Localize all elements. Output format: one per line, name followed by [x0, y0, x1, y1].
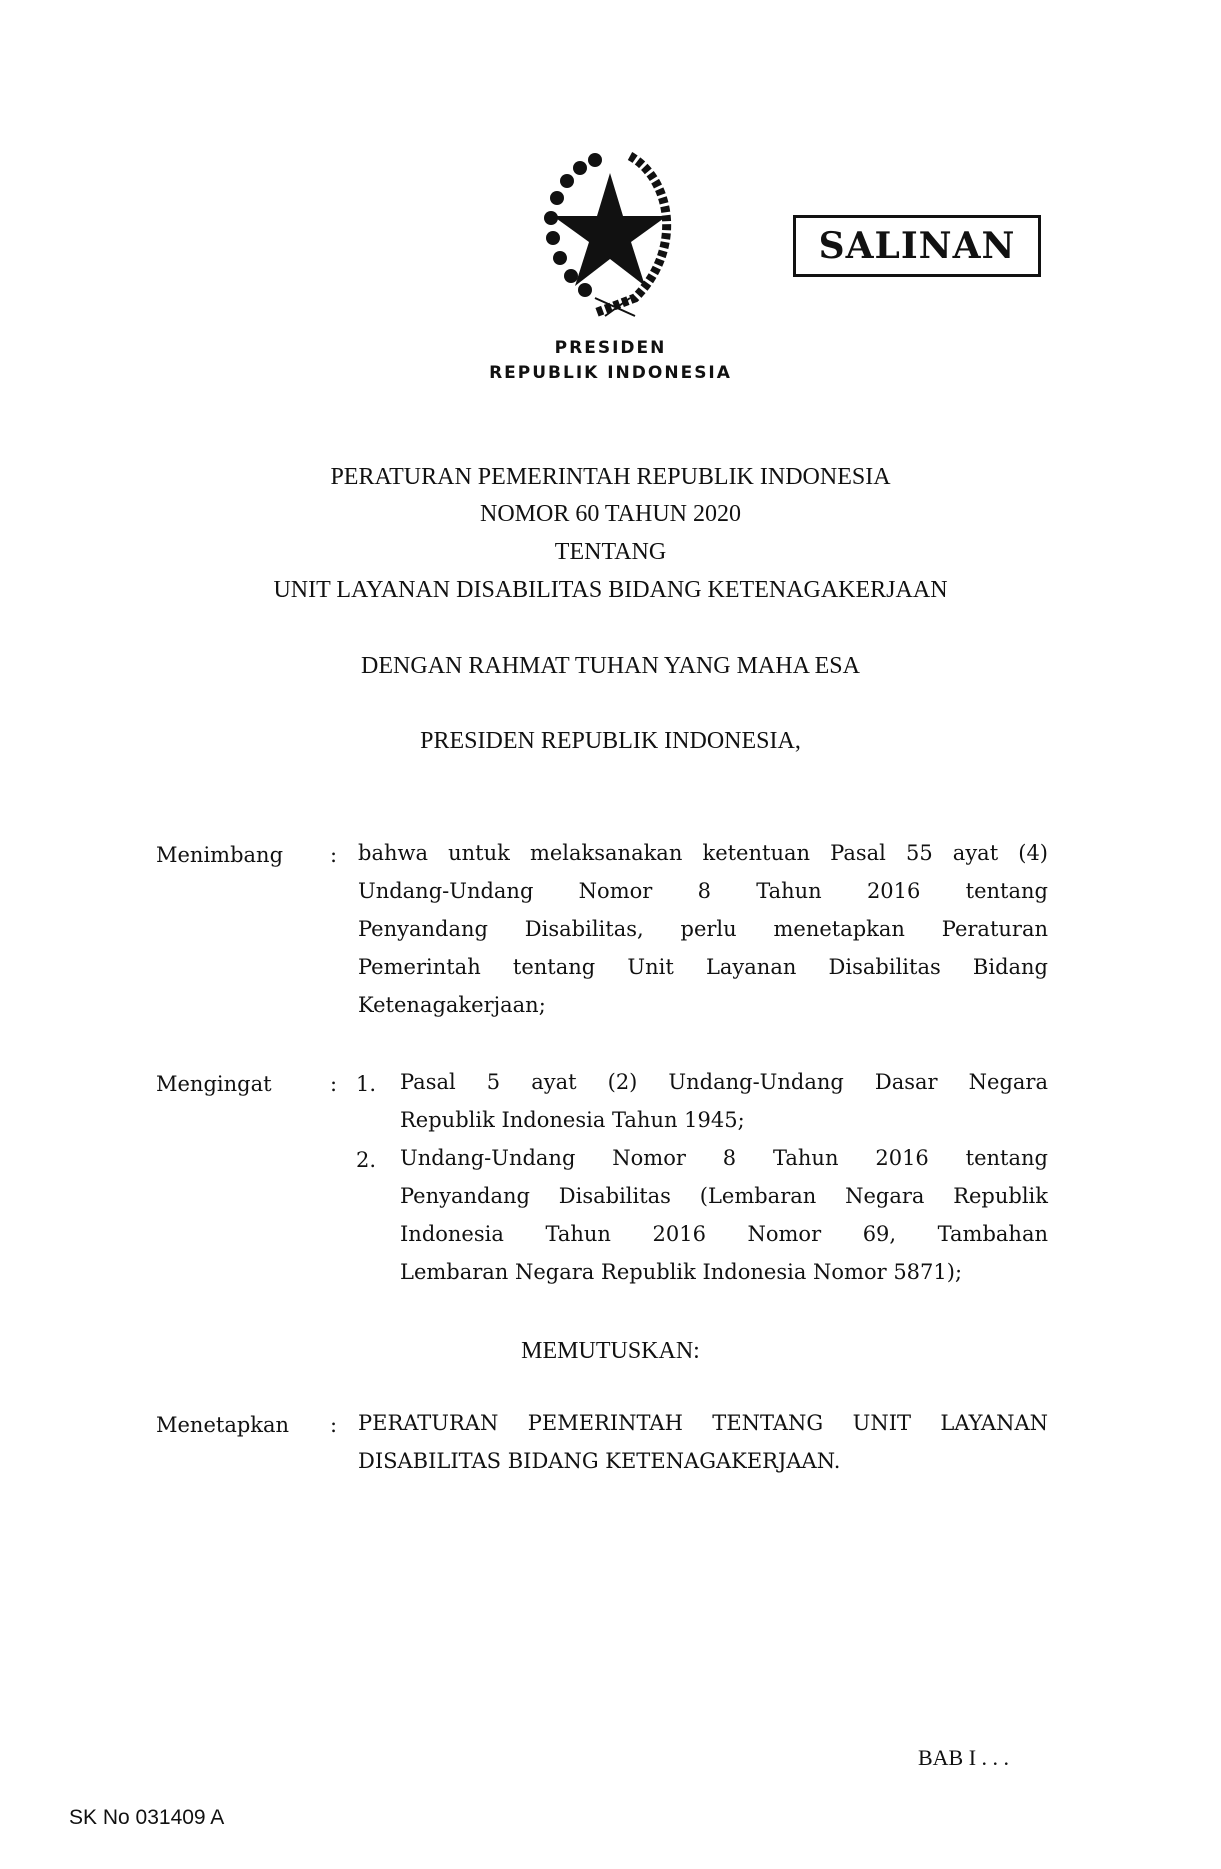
- president-heading: PRESIDEN REPUBLIK INDONESIA,: [420, 728, 801, 754]
- title-line-4: UNIT LAYANAN DISABILITAS BIDANG KETENAGAKERJAAN: [273, 577, 948, 603]
- menetapkan-colon: :: [330, 1413, 338, 1437]
- item-number: 2.: [356, 1148, 377, 1172]
- text-line: Undang-Undang Nomor 8 Tahun 2016 tentang: [400, 1146, 1048, 1170]
- text-line: Lembaran Negara Republik Indonesia Nomor 5871);: [400, 1260, 963, 1284]
- mengingat-colon: :: [330, 1072, 338, 1096]
- emblem-caption-republic: REPUBLIK INDONESIA: [489, 363, 732, 383]
- text-line: bahwa untuk melaksanakan ketentuan Pasal 55 ayat (4): [358, 841, 1048, 865]
- title-line-2: NOMOR 60 TAHUN 2020: [480, 501, 741, 527]
- menimbang-label: Menimbang: [156, 843, 284, 867]
- mengingat-item-2: [400, 1139, 1048, 1291]
- star-icon: [553, 173, 667, 286]
- menimbang-text: [358, 834, 1048, 1024]
- text-line: PERATURAN PEMERINTAH TENTANG UNIT LAYANAN: [358, 1411, 1048, 1435]
- menetapkan-text: [358, 1404, 1048, 1480]
- text-line: Indonesia Tahun 2016 Nomor 69, Tambahan: [400, 1222, 1048, 1246]
- title-line-1: PERATURAN PEMERINTAH REPUBLIK INDONESIA: [330, 464, 891, 490]
- title-line-3: TENTANG: [554, 539, 667, 565]
- text-line: Pemerintah tentang Unit Layanan Disabilitas Bidang: [358, 955, 1048, 979]
- text-line: Penyandang Disabilitas, perlu menetapkan Peraturan: [358, 917, 1048, 941]
- sk-number: SK No 031409 A: [69, 1806, 225, 1829]
- text-line: Ketenagakerjaan;: [358, 993, 546, 1017]
- salinan-stamp: SALINAN: [793, 215, 1041, 277]
- text-line: Penyandang Disabilitas (Lembaran Negara Republik: [400, 1184, 1048, 1208]
- garuda-presidential-emblem: [535, 148, 685, 318]
- item-number: 1.: [356, 1072, 377, 1096]
- next-page-marker: BAB I . . .: [918, 1745, 1010, 1770]
- memutuskan-heading: MEMUTUSKAN:: [521, 1338, 700, 1364]
- menimbang-colon: :: [330, 843, 338, 867]
- emblem-caption-president: PRESIDEN: [554, 338, 667, 358]
- mengingat-label: Mengingat: [156, 1072, 272, 1096]
- menetapkan-label: Menetapkan: [156, 1413, 290, 1437]
- text-line: Pasal 5 ayat (2) Undang-Undang Dasar Negara: [400, 1070, 1048, 1094]
- text-line: DISABILITAS BIDANG KETENAGAKERJAAN.: [358, 1449, 841, 1473]
- text-line: Republik Indonesia Tahun 1945;: [400, 1108, 745, 1132]
- mengingat-item-1: [400, 1063, 1048, 1139]
- text-line: Undang-Undang Nomor 8 Tahun 2016 tentang: [358, 879, 1048, 903]
- invocation: DENGAN RAHMAT TUHAN YANG MAHA ESA: [361, 653, 860, 679]
